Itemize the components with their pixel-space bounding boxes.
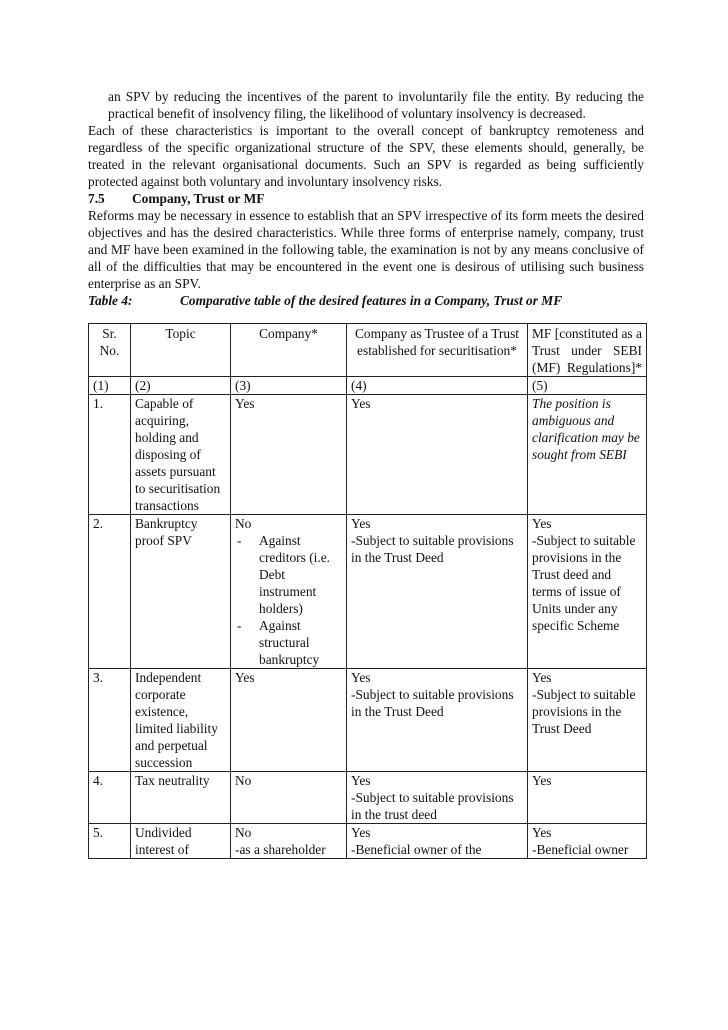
cell-company bbox=[231, 515, 347, 669]
table-caption bbox=[88, 292, 644, 309]
cell-topic: Tax neutrality bbox=[131, 772, 231, 824]
column-number: (5) bbox=[528, 377, 647, 395]
cell-trustee-note: -Subject to suitable provisions in the Trust Deed bbox=[351, 687, 514, 719]
cell-trustee-value: Yes bbox=[351, 516, 371, 531]
cell-mf: Yes bbox=[528, 772, 647, 824]
cell-trustee-value: Yes bbox=[351, 773, 371, 788]
section-title: Company, Trust or MF bbox=[132, 191, 265, 206]
header-sr-no: Sr. No. bbox=[89, 324, 131, 377]
cell-company-value: No bbox=[235, 516, 252, 531]
company-point: - Against structural bankruptcy bbox=[235, 617, 342, 668]
paragraph-bankruptcy-remoteness: Each of these characteristics is important to the overall concept of bankruptcy remoteness and regardless of the specific organizational structure of the SPV, these elements should, generally, be treated in the relevant organisational documents. Such an SPV is regarded as being sufficiently protected against both voluntary and involuntary insolvency risks. bbox=[88, 123, 644, 189]
table-row bbox=[89, 669, 647, 772]
table-row bbox=[89, 772, 647, 824]
cell-trustee-value: Yes bbox=[351, 825, 371, 840]
column-number-row bbox=[89, 377, 647, 395]
column-number: (4) bbox=[347, 377, 528, 395]
paragraph-reforms: Reforms may be necessary in essence to establish that an SPV irrespective of its form meets the desired objectives and has the desired characteristics. While three forms of enterprise namely, company, trust and MF have been examined in the following table, the examination is not by any means conclusive of all of the difficulties that may be encountered in the event one is desirous of utilising such business enterprise as an SPV. bbox=[88, 208, 644, 291]
cell-trustee-note: -Beneficial owner of the bbox=[351, 842, 482, 857]
cell-mf-note: -Subject to suitable provisions in the Trust Deed bbox=[532, 687, 636, 736]
cell-mf-value: Yes bbox=[532, 825, 552, 840]
cell-trustee-value: Yes bbox=[351, 670, 371, 685]
table-row bbox=[89, 515, 647, 669]
cell-trustee-note: -Subject to suitable provisions in the Trust Deed bbox=[351, 533, 514, 565]
intro-paragraph: an SPV by reducing the incentives of the parent to involuntarily file the entity. By reducing the practical benefit of insolvency filing, the likelihood of voluntary insolvency is decreased. bbox=[108, 89, 644, 121]
header-company-as-trustee: Company as Trustee of a Trust established for securitisation* bbox=[347, 324, 528, 377]
cell-mf: The position is ambiguous and clarification may be sought from SEBI bbox=[528, 395, 647, 515]
cell-topic: Independent corporate existence, limited liability and perpetual succession bbox=[131, 669, 231, 772]
cell-company: Yes bbox=[231, 669, 347, 772]
cell-company bbox=[231, 824, 347, 859]
section-heading bbox=[88, 190, 644, 207]
header-topic: Topic bbox=[131, 324, 231, 377]
cell-trustee bbox=[347, 772, 528, 824]
table-header-row bbox=[89, 324, 647, 377]
company-point: - Against creditors (i.e. Debt instrument holders) bbox=[235, 532, 342, 617]
header-mf: MF [constituted as a Trust under SEBI (MF) Regulations]* bbox=[528, 324, 647, 377]
cell-trustee bbox=[347, 669, 528, 772]
header-company: Company* bbox=[231, 324, 347, 377]
cell-trustee bbox=[347, 824, 528, 859]
cell-sr: 1. bbox=[89, 395, 131, 515]
table-row bbox=[89, 395, 647, 515]
cell-topic: Capable of acquiring, holding and disposing of assets pursuant to securitisation transactions bbox=[131, 395, 231, 515]
comparison-table bbox=[88, 323, 647, 859]
cell-sr: 3. bbox=[89, 669, 131, 772]
cell-mf bbox=[528, 824, 647, 859]
table-caption-label: Table 4: bbox=[88, 293, 133, 308]
cell-mf-value: Yes bbox=[532, 516, 552, 531]
document-page bbox=[88, 88, 644, 859]
cell-trustee bbox=[347, 515, 528, 669]
column-number: (2) bbox=[131, 377, 231, 395]
section-number: 7.5 bbox=[88, 191, 105, 206]
cell-mf-value: Yes bbox=[532, 670, 552, 685]
table-caption-title: Comparative table of the desired features in a Company, Trust or MF bbox=[180, 293, 563, 308]
cell-topic: Bankruptcy proof SPV bbox=[131, 515, 231, 669]
cell-company: No bbox=[231, 772, 347, 824]
cell-mf-note: -Subject to suitable provisions in the Trust deed and terms of issue of Units under any specific Scheme bbox=[532, 533, 636, 633]
cell-sr: 5. bbox=[89, 824, 131, 859]
company-points-list bbox=[235, 532, 342, 668]
cell-trustee-note: -Subject to suitable provisions in the trust deed bbox=[351, 790, 514, 822]
cell-topic: Undivided interest of bbox=[131, 824, 231, 859]
cell-company-note: -as a shareholder bbox=[235, 842, 326, 857]
cell-sr: 4. bbox=[89, 772, 131, 824]
table-row bbox=[89, 824, 647, 859]
cell-mf bbox=[528, 515, 647, 669]
cell-mf bbox=[528, 669, 647, 772]
cell-sr: 2. bbox=[89, 515, 131, 669]
cell-company: Yes bbox=[231, 395, 347, 515]
cell-mf-note: -Beneficial owner bbox=[532, 842, 629, 857]
cell-company-value: No bbox=[235, 825, 252, 840]
column-number: (3) bbox=[231, 377, 347, 395]
column-number: (1) bbox=[89, 377, 131, 395]
cell-trustee: Yes bbox=[347, 395, 528, 515]
